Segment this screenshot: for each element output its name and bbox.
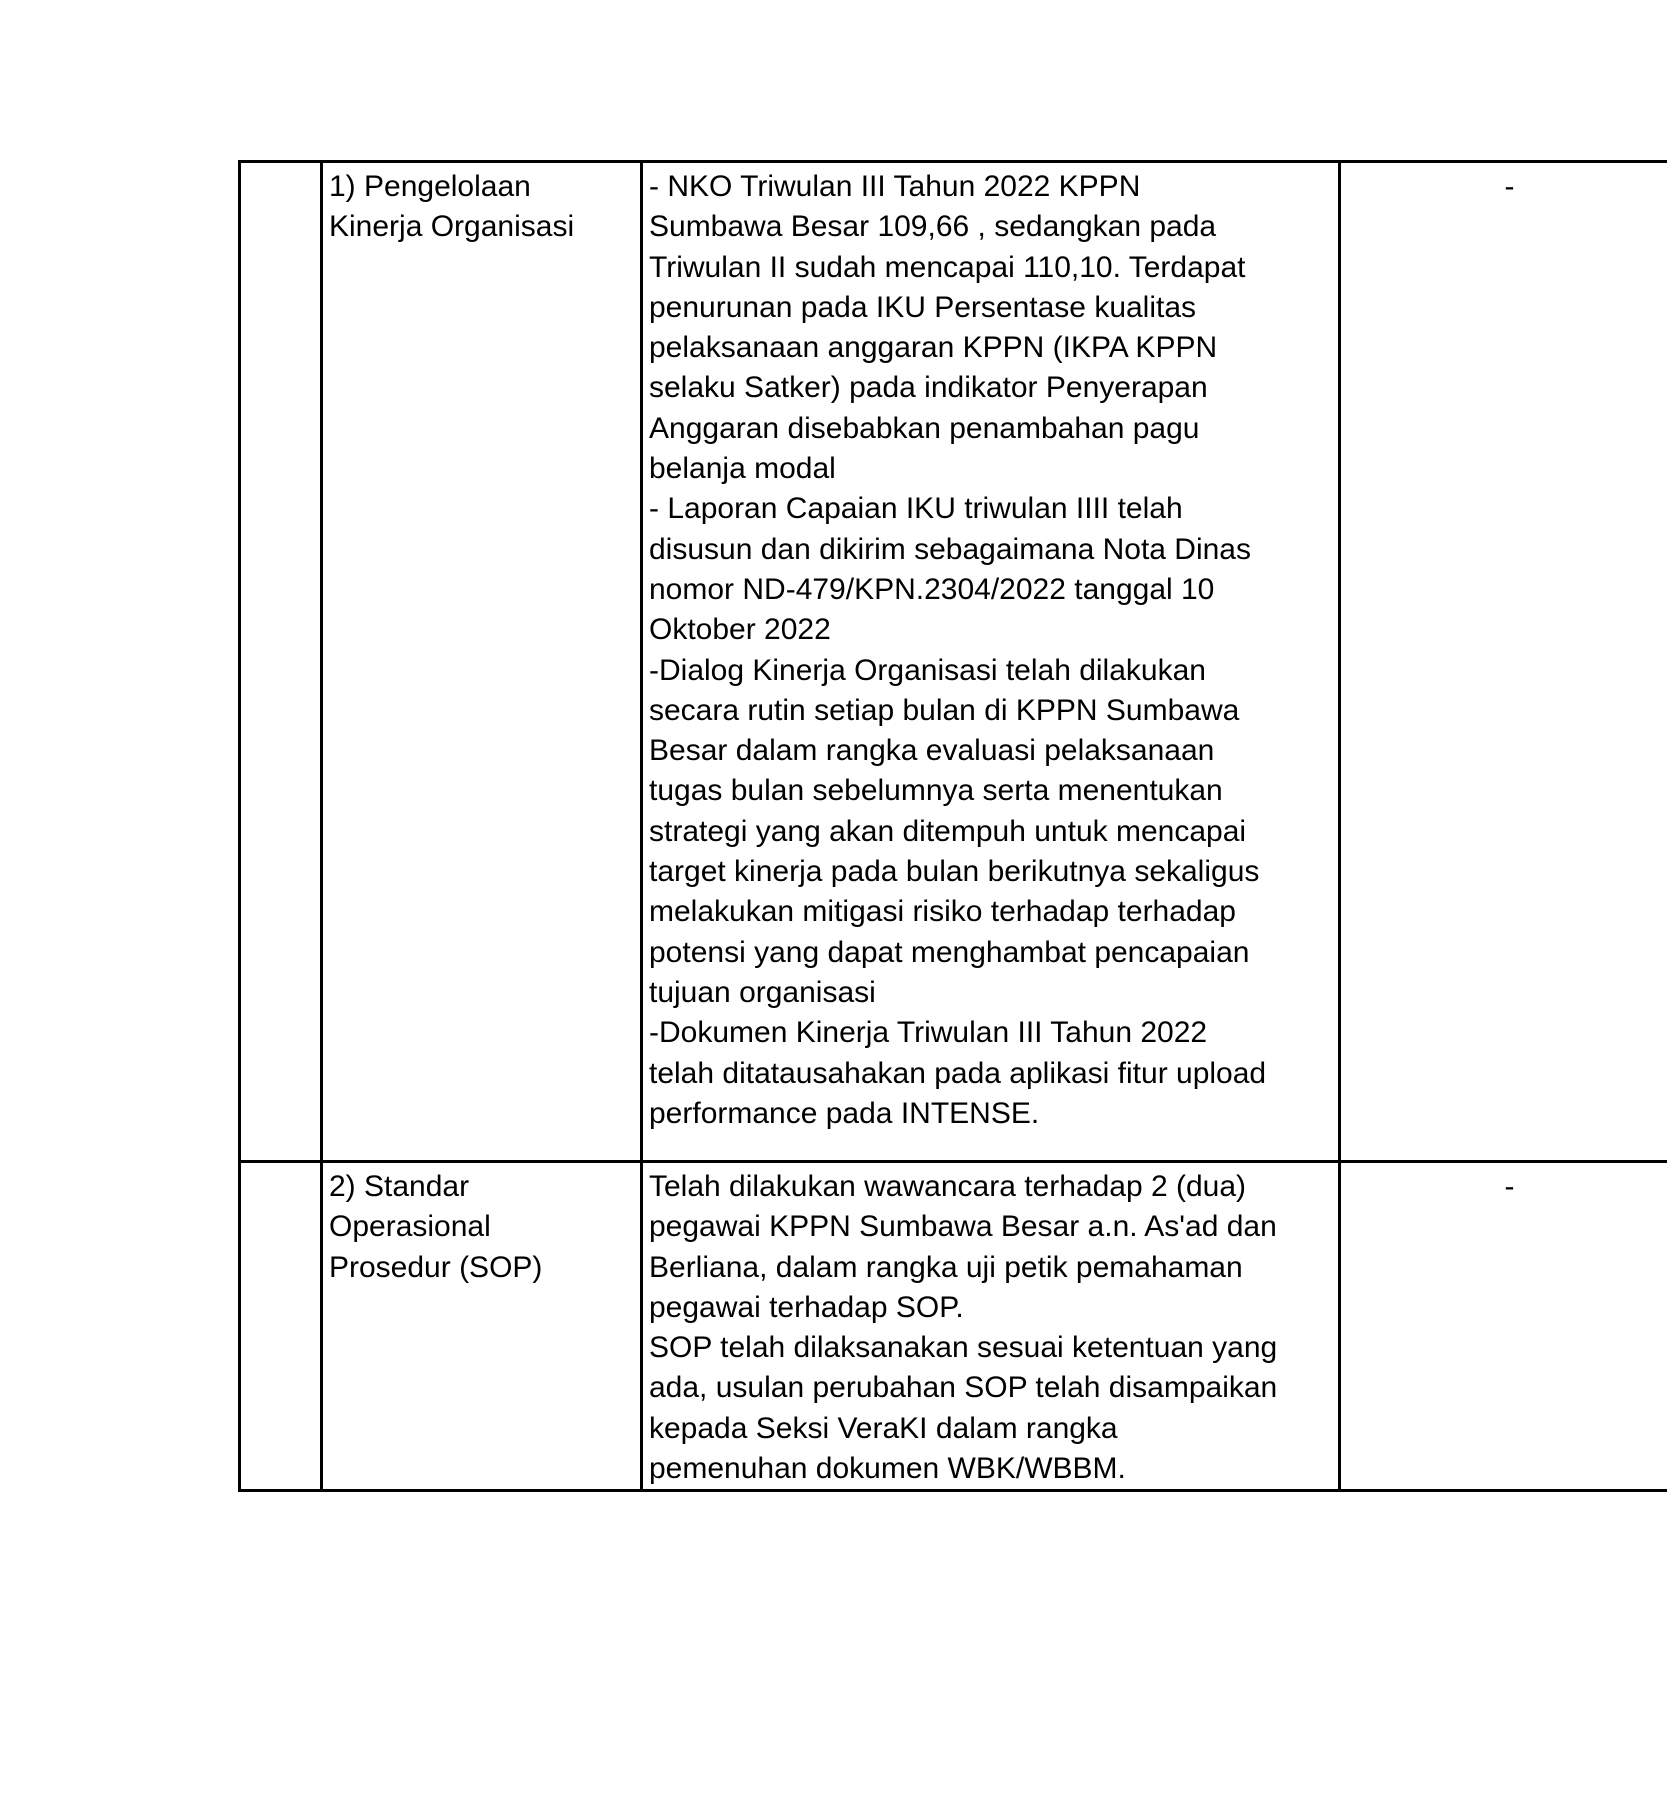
description-line: Telah dilakukan wawancara terhadap 2 (dua) <box>649 1170 1247 1203</box>
table-row <box>240 162 1667 1162</box>
description-line: ada, usulan perubahan SOP telah disampaikan <box>649 1371 1278 1405</box>
description-line: strategi yang akan ditempuh untuk mencapai <box>649 814 1247 848</box>
description-cell <box>642 162 1340 1162</box>
report-table <box>238 160 1667 1492</box>
description-line: tugas bulan sebelumnya serta menentukan <box>649 774 1223 808</box>
row-number-cell <box>240 162 322 1162</box>
description-line: Besar dalam rangka evaluasi pelaksanaan <box>649 734 1215 768</box>
description-line: pelaksanaan anggaran KPPN (IKPA KPPN <box>649 331 1218 365</box>
description-line: pegawai terhadap SOP. <box>649 1290 964 1324</box>
description-line: -Dokumen Kinerja Triwulan III Tahun 2022 <box>649 1016 1208 1050</box>
report-table-container <box>238 160 1667 1492</box>
description-line: melakukan mitigasi risiko terhadap terhadap <box>649 895 1236 929</box>
description-line: - NKO Triwulan III Tahun 2022 KPPN <box>649 170 1141 203</box>
note-cell: - <box>1340 162 1667 1162</box>
description-line: pemenuhan dokumen WBK/WBBM. <box>649 1452 1126 1486</box>
description-line: telah ditatausahakan pada aplikasi fitur upload <box>649 1056 1267 1090</box>
description-line: potensi yang dapat menghambat pencapaian <box>649 935 1250 969</box>
note-cell: - <box>1340 1162 1667 1491</box>
aspect-cell <box>322 1162 642 1491</box>
aspect-cell <box>322 162 642 1162</box>
description-line: Anggaran disebabkan penambahan pagu <box>649 411 1200 445</box>
aspect-line: Kinerja Organisasi <box>329 210 575 244</box>
description-line: nomor ND-479/KPN.2304/2022 tanggal 10 <box>649 572 1215 606</box>
row-number-cell <box>240 1162 322 1491</box>
description-line: Triwulan II sudah mencapai 110,10. Terdapat <box>649 250 1246 284</box>
description-line: pegawai KPPN Sumbawa Besar a.n. As'ad dan <box>649 1210 1277 1244</box>
aspect-line: 2) Standar <box>329 1170 470 1203</box>
description-line: Berliana, dalam rangka uji petik pemahaman <box>649 1250 1243 1284</box>
aspect-line: Prosedur (SOP) <box>329 1250 543 1284</box>
description-line: disusun dan dikirim sebagaimana Nota Dinas <box>649 532 1251 566</box>
table-row <box>240 1162 1667 1491</box>
description-line: selaku Satker) pada indikator Penyerapan <box>649 371 1208 405</box>
description-line: secara rutin setiap bulan di KPPN Sumbawa <box>649 693 1240 727</box>
description-line: SOP telah dilaksanakan sesuai ketentuan yang <box>649 1331 1278 1365</box>
description-line: Oktober 2022 <box>649 613 831 647</box>
description-line: penurunan pada IKU Persentase kualitas <box>649 290 1197 324</box>
aspect-line: Operasional <box>329 1210 491 1244</box>
description-line: belanja modal <box>649 452 836 486</box>
description-line: target kinerja pada bulan berikutnya sekaligus <box>649 855 1260 889</box>
description-line: - Laporan Capaian IKU triwulan IIII telah <box>649 492 1183 526</box>
description-cell <box>642 1162 1340 1491</box>
description-line: tujuan organisasi <box>649 975 876 1009</box>
aspect-line: 1) Pengelolaan <box>329 170 531 203</box>
description-line: -Dialog Kinerja Organisasi telah dilakukan <box>649 653 1206 687</box>
description-line: Sumbawa Besar 109,66 , sedangkan pada <box>649 210 1217 244</box>
description-line: performance pada INTENSE. <box>649 1096 1040 1130</box>
description-line: kepada Seksi VeraKI dalam rangka <box>649 1411 1118 1445</box>
